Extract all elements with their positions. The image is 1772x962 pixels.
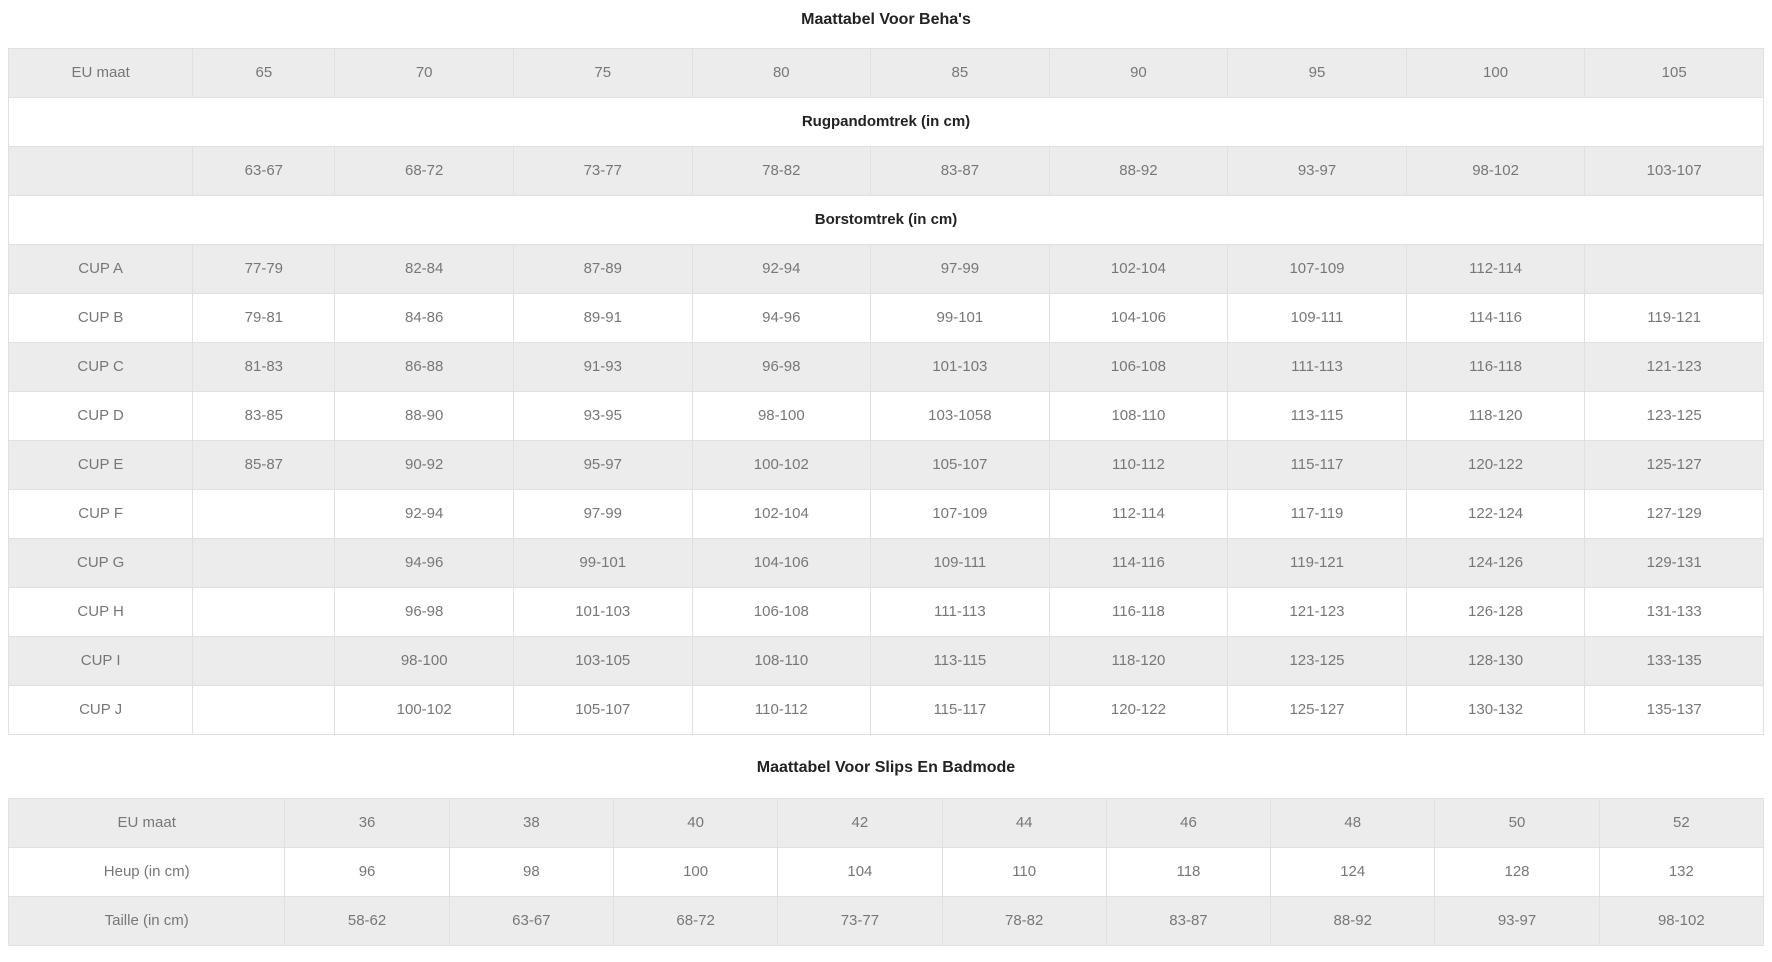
table-cell: 104 <box>778 848 942 897</box>
table-cell: 110-112 <box>1049 441 1228 490</box>
row-label-cell: CUP G <box>9 539 193 588</box>
table-cell: 122-124 <box>1406 490 1585 539</box>
table-cell: 120-122 <box>1049 686 1228 735</box>
table-cell <box>193 539 335 588</box>
table-row <box>9 294 1764 343</box>
table-cell: 106-108 <box>1049 343 1228 392</box>
table-cell: 93-97 <box>1228 147 1407 196</box>
brief-table-title: Maattabel Voor Slips En Badmode <box>756 759 1016 776</box>
table-cell: 70 <box>335 49 514 98</box>
row-label-cell: CUP D <box>9 392 193 441</box>
table-cell: 127-129 <box>1585 490 1764 539</box>
table-cell: 107-109 <box>1228 245 1407 294</box>
table-cell: 121-123 <box>1228 588 1407 637</box>
table-cell: 38 <box>449 799 613 848</box>
table-cell: 126-128 <box>1406 588 1585 637</box>
table-cell: 109-111 <box>871 539 1050 588</box>
table-cell: 63-67 <box>193 147 335 196</box>
table-cell: 128-130 <box>1406 637 1585 686</box>
table-cell: 98 <box>449 848 613 897</box>
section-header-row <box>9 196 1764 245</box>
table-cell: 98-100 <box>335 637 514 686</box>
table-cell: 107-109 <box>871 490 1050 539</box>
table-cell: 40 <box>613 799 777 848</box>
table-cell: 108-110 <box>692 637 871 686</box>
table-cell: 79-81 <box>193 294 335 343</box>
table-cell: 102-104 <box>1049 245 1228 294</box>
table-cell: 106-108 <box>692 588 871 637</box>
table-cell <box>193 588 335 637</box>
table-cell: 125-127 <box>1585 441 1764 490</box>
table-cell: 104-106 <box>692 539 871 588</box>
table-cell: 100-102 <box>335 686 514 735</box>
table-row <box>9 539 1764 588</box>
table-cell: 133-135 <box>1585 637 1764 686</box>
row-label-cell <box>9 147 193 196</box>
section-header-row <box>9 98 1764 147</box>
table-cell: 82-84 <box>335 245 514 294</box>
table-row <box>9 245 1764 294</box>
table-cell: 135-137 <box>1585 686 1764 735</box>
table-row <box>9 49 1764 98</box>
table-cell: 68-72 <box>335 147 514 196</box>
table-cell: 96-98 <box>335 588 514 637</box>
table-cell: 103-107 <box>1585 147 1764 196</box>
table-cell: 65 <box>193 49 335 98</box>
table-cell: 97-99 <box>871 245 1050 294</box>
table-cell: 103-105 <box>513 637 692 686</box>
table-cell: 105 <box>1585 49 1764 98</box>
row-label-cell: Taille (in cm) <box>9 897 285 946</box>
table-cell: 95-97 <box>513 441 692 490</box>
table-cell: 117-119 <box>1228 490 1407 539</box>
table-cell: 89-91 <box>513 294 692 343</box>
table-cell: 114-116 <box>1406 294 1585 343</box>
table-cell: 75 <box>513 49 692 98</box>
table-cell: 123-125 <box>1228 637 1407 686</box>
table-cell: 99-101 <box>513 539 692 588</box>
table-cell: 36 <box>285 799 449 848</box>
table-cell: 114-116 <box>1049 539 1228 588</box>
table-cell: 58-62 <box>285 897 449 946</box>
table-cell: 105-107 <box>871 441 1050 490</box>
table-cell: 112-114 <box>1406 245 1585 294</box>
table-cell: 129-131 <box>1585 539 1764 588</box>
table-cell: 111-113 <box>871 588 1050 637</box>
table-cell: 88-92 <box>1271 897 1435 946</box>
table-cell: 110-112 <box>692 686 871 735</box>
row-label-cell: CUP C <box>9 343 193 392</box>
table-cell: 46 <box>1106 799 1270 848</box>
bra-size-table <box>8 48 1764 735</box>
table-cell: 80 <box>692 49 871 98</box>
table-cell: 100 <box>1406 49 1585 98</box>
table-cell: 98-100 <box>692 392 871 441</box>
row-label-cell: CUP F <box>9 490 193 539</box>
table-cell: 88-90 <box>335 392 514 441</box>
table-row <box>9 848 1764 897</box>
table-cell: 95 <box>1228 49 1407 98</box>
row-label-cell: CUP A <box>9 245 193 294</box>
table-cell: 87-89 <box>513 245 692 294</box>
row-label-cell: CUP H <box>9 588 193 637</box>
row-label-cell: CUP E <box>9 441 193 490</box>
table-cell: 73-77 <box>778 897 942 946</box>
table-cell: 90-92 <box>335 441 514 490</box>
table-cell: 94-96 <box>692 294 871 343</box>
table-cell: 94-96 <box>335 539 514 588</box>
table-cell: 128 <box>1435 848 1599 897</box>
row-label-cell: EU maat <box>9 49 193 98</box>
row-label-cell: CUP J <box>9 686 193 735</box>
table-cell: 78-82 <box>942 897 1106 946</box>
table-cell: 81-83 <box>193 343 335 392</box>
table-cell: 103-1058 <box>871 392 1050 441</box>
table-cell: 44 <box>942 799 1106 848</box>
table-cell: 112-114 <box>1049 490 1228 539</box>
table-cell <box>193 490 335 539</box>
table-cell: 110 <box>942 848 1106 897</box>
table-cell <box>193 637 335 686</box>
table-cell: 111-113 <box>1228 343 1407 392</box>
table-cell: 84-86 <box>335 294 514 343</box>
table-cell: 131-133 <box>1585 588 1764 637</box>
table-cell: 85-87 <box>193 441 335 490</box>
table-row <box>9 147 1764 196</box>
table-cell: 83-87 <box>871 147 1050 196</box>
row-label-cell: Heup (in cm) <box>9 848 285 897</box>
row-label-cell: CUP I <box>9 637 193 686</box>
table-cell: 115-117 <box>871 686 1050 735</box>
table-cell: 116-118 <box>1049 588 1228 637</box>
table-cell: 92-94 <box>335 490 514 539</box>
table-cell: 78-82 <box>692 147 871 196</box>
table-cell: 96-98 <box>692 343 871 392</box>
table-cell: 118-120 <box>1049 637 1228 686</box>
table-cell <box>193 686 335 735</box>
table-cell: 132 <box>1599 848 1763 897</box>
table-cell: 90 <box>1049 49 1228 98</box>
table-row <box>9 637 1764 686</box>
table-cell: 99-101 <box>871 294 1050 343</box>
table-cell: 130-132 <box>1406 686 1585 735</box>
table-cell: 123-125 <box>1585 392 1764 441</box>
table-cell: 68-72 <box>613 897 777 946</box>
table-cell: 92-94 <box>692 245 871 294</box>
table-row <box>9 686 1764 735</box>
table-cell: 124 <box>1271 848 1435 897</box>
table-row <box>9 588 1764 637</box>
table-cell: 113-115 <box>871 637 1050 686</box>
table-cell: 109-111 <box>1228 294 1407 343</box>
table-cell: 119-121 <box>1585 294 1764 343</box>
table-cell: 85 <box>871 49 1050 98</box>
brief-size-table <box>8 798 1764 946</box>
table-cell: 115-117 <box>1228 441 1407 490</box>
table-cell: 116-118 <box>1406 343 1585 392</box>
row-label-cell: CUP B <box>9 294 193 343</box>
table-cell: 125-127 <box>1228 686 1407 735</box>
bra-table-title: Maattabel Voor Beha's <box>801 11 971 28</box>
table-cell: 52 <box>1599 799 1763 848</box>
table-cell: 113-115 <box>1228 392 1407 441</box>
table-cell: 118 <box>1106 848 1270 897</box>
table-cell: 104-106 <box>1049 294 1228 343</box>
table-cell <box>1585 245 1764 294</box>
table-cell: 88-92 <box>1049 147 1228 196</box>
table-cell: 120-122 <box>1406 441 1585 490</box>
table-cell: 93-95 <box>513 392 692 441</box>
table-row <box>9 343 1764 392</box>
table-cell: 77-79 <box>193 245 335 294</box>
table-cell: 98-102 <box>1406 147 1585 196</box>
table-cell: 119-121 <box>1228 539 1407 588</box>
table-cell: 93-97 <box>1435 897 1599 946</box>
table-cell: 100 <box>613 848 777 897</box>
table-cell: 98-102 <box>1599 897 1763 946</box>
row-label-cell: EU maat <box>9 799 285 848</box>
table-row <box>9 799 1764 848</box>
table-cell: 83-85 <box>193 392 335 441</box>
table-cell: 118-120 <box>1406 392 1585 441</box>
table-cell: 97-99 <box>513 490 692 539</box>
table-cell: 102-104 <box>692 490 871 539</box>
table-cell: 91-93 <box>513 343 692 392</box>
table-cell: 86-88 <box>335 343 514 392</box>
table-cell: 96 <box>285 848 449 897</box>
table-cell: 101-103 <box>871 343 1050 392</box>
table-row <box>9 490 1764 539</box>
table-cell: 48 <box>1271 799 1435 848</box>
bust-section-header: Borstomtrek (in cm) <box>9 196 1764 245</box>
table-cell: 42 <box>778 799 942 848</box>
table-row <box>9 441 1764 490</box>
table-cell: 101-103 <box>513 588 692 637</box>
table-cell: 108-110 <box>1049 392 1228 441</box>
table-cell: 100-102 <box>692 441 871 490</box>
table-cell: 63-67 <box>449 897 613 946</box>
table-cell: 83-87 <box>1106 897 1270 946</box>
table-cell: 121-123 <box>1585 343 1764 392</box>
table-row <box>9 897 1764 946</box>
table-cell: 50 <box>1435 799 1599 848</box>
table-cell: 124-126 <box>1406 539 1585 588</box>
band-section-header: Rugpandomtrek (in cm) <box>9 98 1764 147</box>
table-cell: 73-77 <box>513 147 692 196</box>
table-row <box>9 392 1764 441</box>
table-cell: 105-107 <box>513 686 692 735</box>
